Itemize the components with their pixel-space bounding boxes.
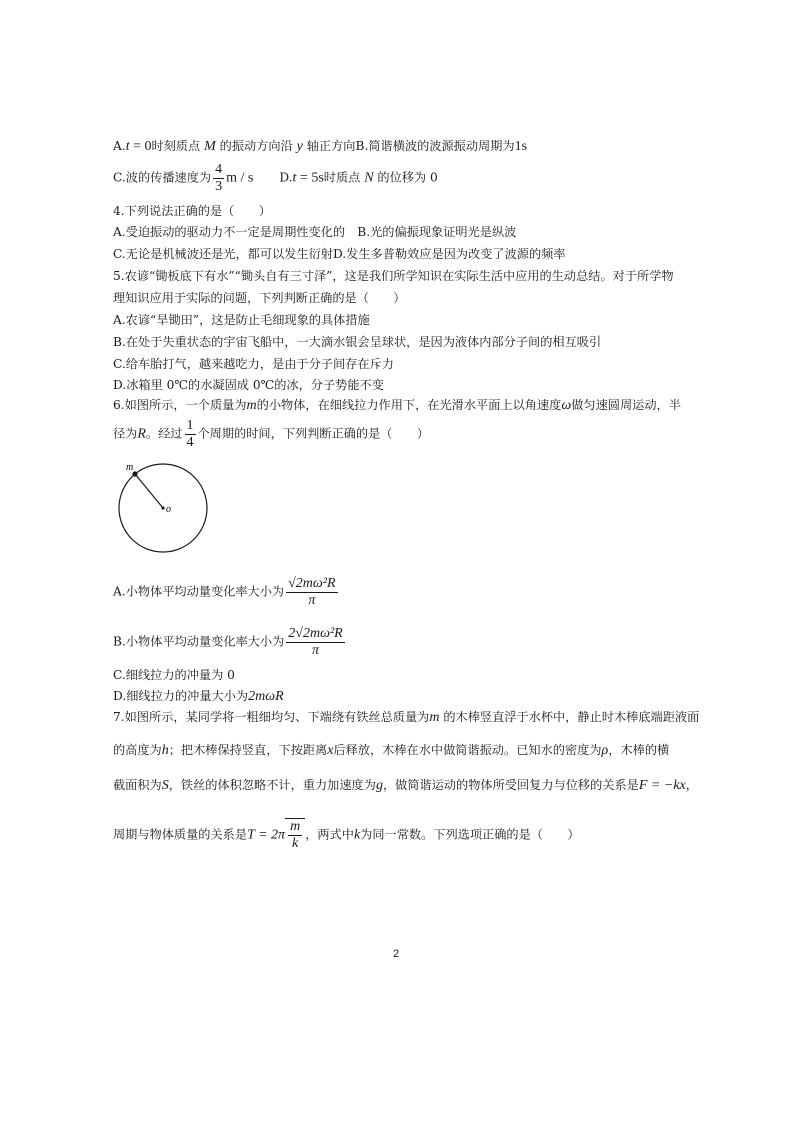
q5-stem-line1: 5.农谚“锄板底下有水”“锄头自有三寸泽”，这是我们所学知识在实际生活中应用的生动总结。对于所学物	[113, 269, 674, 283]
q7-line2: 的高度为h；把木棒保持竖直，下按距离x后释放，木棒在水中做简谐振动。已知水的密度为ρ，木棒的横	[113, 743, 670, 758]
q3-option-a-b: A.t = 0时刻质点 M 的振动方向沿 y 轴正方向B.简谐横波的波源振动周期为1s	[113, 139, 528, 154]
q6-option-b: B.小物体平均动量变化率大小为 $\frac{\text{2√2mω²R}}{\pi}$	[113, 626, 343, 658]
q5-option-c: C.给车胎打气，越来越吃力，是由于分子间存在斥力	[113, 357, 394, 371]
q3-option-c-d: C.波的传播速度为 $\frac{4}{3}$ m / s D.t = 5s时质点 N 的位移为 0	[113, 162, 438, 194]
q6-option-c: C.细线拉力的冲量为 0	[113, 668, 235, 682]
q5-option-b: B.在处于失重状态的宇宙飞船中，一大滴水银会呈球状，是因为液体内部分子间的相互吸引	[113, 335, 602, 349]
page-number: 2	[392, 948, 400, 960]
q6-stem-line2: 径为R。经过 $\frac{1}{4}$ 个周期的时间，下列判断正确的是（ ）	[113, 418, 430, 450]
quarter-fraction: $\frac{1}{4}$	[186, 418, 194, 450]
q4-options-ab: A.受迫振动的驱动力不一定是周期性变化的 B.光的偏振现象证明光是纵波	[113, 225, 517, 239]
center-label: o	[166, 504, 171, 515]
q6-option-a: A.小物体平均动量变化率大小为 $\frac{\text{√2mω²R}}{\pi}$	[113, 576, 336, 608]
sqrt-radical	[285, 818, 305, 851]
string-line	[135, 474, 163, 508]
option-b-fraction: $\frac{\text{2√2mω²R}}{\pi}$	[288, 626, 343, 658]
q7-line4: 周期与物体质量的关系是T = 2π $\frac{m}{k}$ ，两式中k为同一常数。下列选项正确的是（ ）	[113, 819, 580, 851]
q7-line1: 7.如图所示，某同学将一粗细均匀、下端绕有铁丝总质量为m 的木棒竖直浮于水杯中，静止时木棒底端距液面	[113, 710, 700, 725]
mass-over-k-fraction: $\frac{m}{k}$	[290, 819, 301, 851]
center-dot	[161, 506, 164, 509]
circular-motion-figure	[115, 460, 215, 560]
option-a-fraction: $\frac{\text{√2mω²R}}{\pi}$	[288, 576, 336, 608]
q4-options-cd: C.无论是机械波还是光，都可以发生衍射D.发生多普勒效应是因为改变了波源的频率	[113, 247, 566, 261]
q7-line3: 截面积为S，铁丝的体积忽略不计，重力加速度为g，做简谐运动的物体所受回复力与位移的关系是F = −kx，	[113, 778, 698, 793]
speed-fraction: $\frac{4}{3}$	[215, 162, 223, 194]
q5-option-a: A.农谚“旱锄田”，这是防止毛细现象的具体措施	[113, 313, 370, 327]
q5-stem-line2: 理知识应用于实际的问题，下列判断正确的是（ ）	[113, 291, 406, 305]
mass-label: m	[126, 462, 134, 473]
q5-option-d: D.冰箱里 0℃的水凝固成 0℃的冰，分子势能不变	[113, 378, 384, 392]
q4-stem: 4.下列说法正确的是（ ）	[113, 204, 271, 218]
q6-stem-line1: 6.如图所示，一个质量为m的小物体，在细线拉力作用下，在光滑水平面上以角速度ω做匀速圆周运动，半	[113, 398, 681, 413]
q6-option-d: D.细线拉力的冲量大小为2mωR	[113, 689, 284, 704]
